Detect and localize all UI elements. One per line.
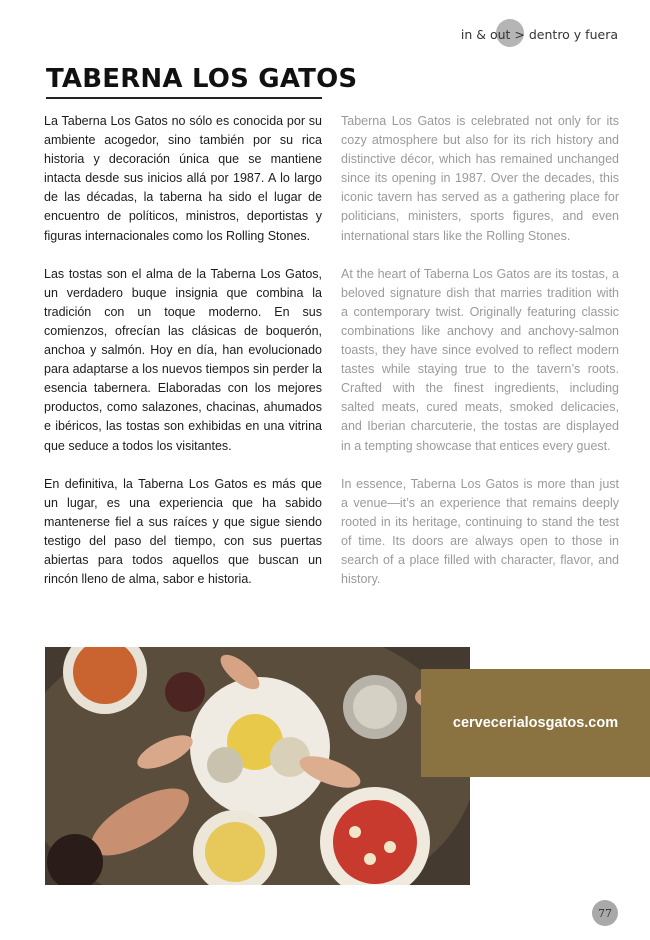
spanish-paragraph: La Taberna Los Gatos no sólo es conocida por su ambiente acogedor, sino también por su rica historia y decoración única que se mantiene intacta desde sus inicios allá por 1987. A lo largo de las décadas, la taberna ha sido el lugar de encuentro de políticos, ministros, deportistas y figuras internacionales como los Rolling Stones. <box>44 114 322 243</box>
page-number: 77 <box>592 900 618 926</box>
section-header <box>461 24 618 44</box>
tapas-table-photo <box>45 647 470 885</box>
english-column <box>341 112 619 608</box>
website-link[interactable]: cervecerialosgatos.com <box>452 715 619 731</box>
spanish-paragraph: En definitiva, la Taberna Los Gatos es más que un lugar, es una experiencia que ha sabido mantenerse fiel a sus raíces y que sigue siendo testigo del paso del tiempo, con sus puertas abiertas para todos aquellos que buscan un rincón lleno de alma, sabor e historia. <box>44 476 322 587</box>
section-label: in & out > dentro y fuera <box>460 26 618 42</box>
spanish-paragraph: Las tostas son el alma de la Taberna Los Gatos, un verdadero buque insignia que combina la tradición con un toque moderno. En sus comienzos, ofrecían las clásicas de boquerón, anchoa y salmón. Hoy en día, han evolucionado para adaptarse a los nuevos tiempos sin perder la esencia tabernera. Elaboradas con los mejores productos, como salazones, chacinas, ahumados e ibéricos, las tostas son exhibidas en una vitrina que seduce a todos los visitantes. <box>44 266 322 453</box>
photo-illustration <box>45 647 470 885</box>
english-paragraph: At the heart of Taberna Los Gatos are its tostas, a beloved signature dish that marries tradition with a contemporary twist. Originally featuring classic combinations like anchovy and anchovy-salmon toasts, they have since evolved to reflect modern tastes while staying true to the tavern’s roots. Crafted with the finest ingredients, including salted meats, cured meats, smoked delicacies, and Iberian charcuterie, the tostas are displayed in a tempting showcase that entices every guest. <box>341 266 619 453</box>
article-title: TABERNA LOS GATOS <box>46 64 358 94</box>
website-banner <box>421 669 650 777</box>
title-underline <box>46 97 322 99</box>
spanish-column <box>44 112 322 608</box>
english-paragraph: In essence, Taberna Los Gatos is more than just a venue—it’s an experience that remains deeply rooted in its heritage, continuing to stand the test of time. Its doors are always open to those in search of a place filled with character, flavor, and history. <box>341 476 619 587</box>
english-paragraph: Taberna Los Gatos is celebrated not only for its cozy atmosphere but also for its rich history and distinctive décor, which has remained unchanged since its opening in 1987. Over the decades, this iconic tavern has served as a gathering place for politicians, ministers, sports figures, and even international stars like the Rolling Stones. <box>341 114 619 243</box>
